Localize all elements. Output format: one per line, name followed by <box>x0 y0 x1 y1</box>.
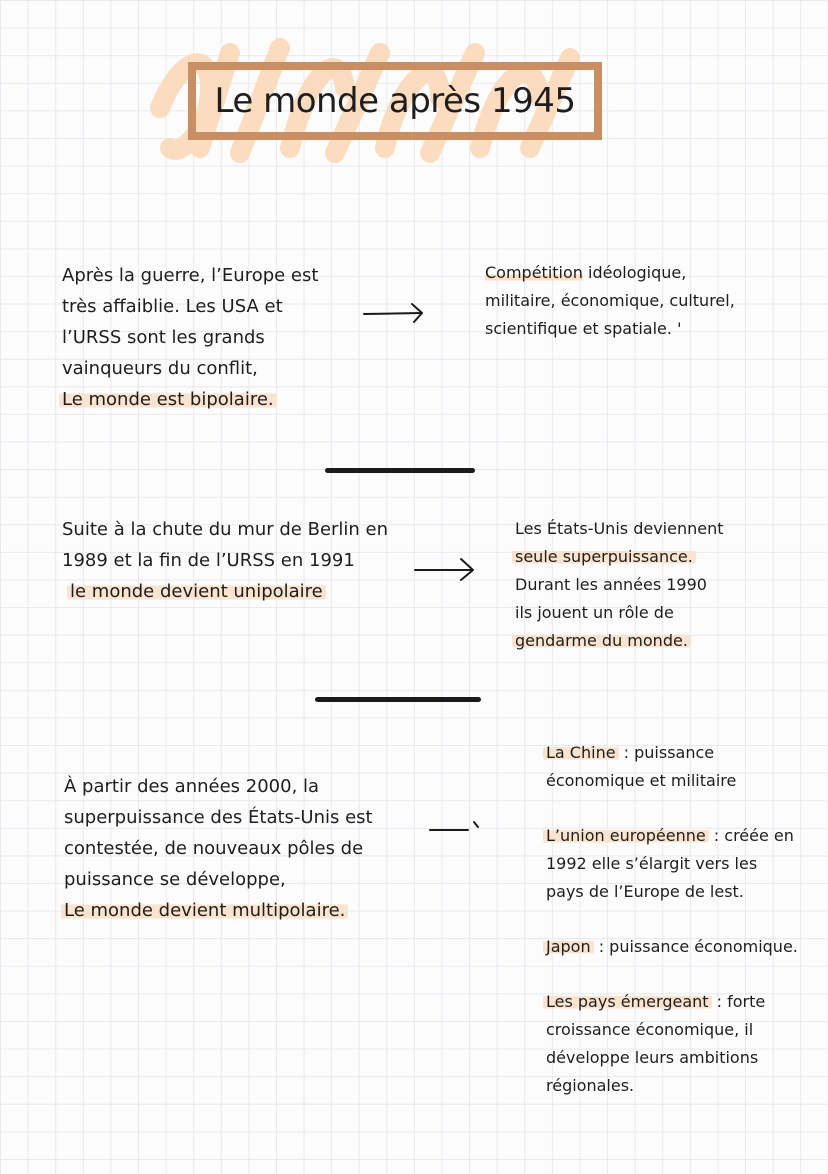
chine-text: : puissance <box>618 743 715 762</box>
section3-left-text <box>64 771 373 926</box>
section1-left-text <box>62 260 318 415</box>
section-divider <box>325 468 475 473</box>
section1-right-text <box>485 259 735 343</box>
section1-left-line: Après la guerre, l’Europe est <box>62 265 319 286</box>
japon-text: : puissance économique. <box>593 937 798 956</box>
section2-left-line: 1989 et la fin de l’URSS en 1991 <box>62 550 355 571</box>
section1-left-line: l’URSS sont les grands <box>62 327 265 348</box>
section1-right-line: militaire, économique, culturel, <box>485 291 735 310</box>
chine-text: économique et militaire <box>546 771 737 790</box>
section2-left-line: Suite à la chute du mur de Berlin en <box>62 519 389 540</box>
emergents-text: : forte <box>711 992 766 1011</box>
section2-right-line: ils jouent un rôle de <box>515 603 674 622</box>
section2-conclusion: le monde devient unipolaire <box>67 581 326 602</box>
title-frame <box>188 62 602 140</box>
section2-right-line: Les États-Unis deviennent <box>515 519 724 538</box>
section2-right-highlight: gendarme du monde. <box>512 631 691 650</box>
ue-text: pays de l’Europe de lest. <box>546 882 744 901</box>
arrow-right-icon <box>413 556 477 582</box>
section1-right-line: scientifique et spatiale. ' <box>485 319 682 338</box>
section1-left-line: vainqueurs du conflit, <box>62 358 258 379</box>
emergents-text: développe leurs ambitions <box>546 1048 759 1067</box>
emergents-text: croissance économique, il <box>546 1020 754 1039</box>
emergents-text: régionales. <box>546 1076 635 1095</box>
ue-text: : créée en <box>708 826 794 845</box>
emergents-label: Les pays émergeant <box>543 992 712 1011</box>
section3-left-line: À partir des années 2000, la <box>64 776 320 797</box>
section3-right-text <box>546 739 798 1100</box>
arrow-right-icon <box>362 300 426 326</box>
ue-text: 1992 elle s’élargit vers les <box>546 854 758 873</box>
ue-label: L’union européenne <box>543 826 709 845</box>
section2-left-text <box>62 514 388 607</box>
section-divider <box>315 697 481 702</box>
section1-conclusion: Le monde est bipolaire. <box>59 389 277 410</box>
section3-left-line: superpuissance des États-Unis est <box>64 807 373 828</box>
section2-right-text <box>515 515 723 655</box>
japon-label: Japon <box>543 937 594 956</box>
arrow-right-icon <box>428 818 484 836</box>
section2-right-highlight: seule superpuissance. <box>512 547 696 566</box>
section3-conclusion: Le monde devient multipolaire. <box>61 900 348 921</box>
section1-right-keyword: Compétition <box>485 263 583 282</box>
section3-left-line: puissance se développe, <box>64 869 286 890</box>
section2-right-line: Durant les années 1990 <box>515 575 707 594</box>
page-title: Le monde après 1945 <box>214 81 576 121</box>
chine-label: La Chine <box>543 743 619 762</box>
section1-left-line: très affaiblie. Les USA et <box>62 296 283 317</box>
section3-left-line: contestée, de nouveaux pôles de <box>64 838 364 859</box>
section1-right-line: idéologique, <box>582 263 687 282</box>
